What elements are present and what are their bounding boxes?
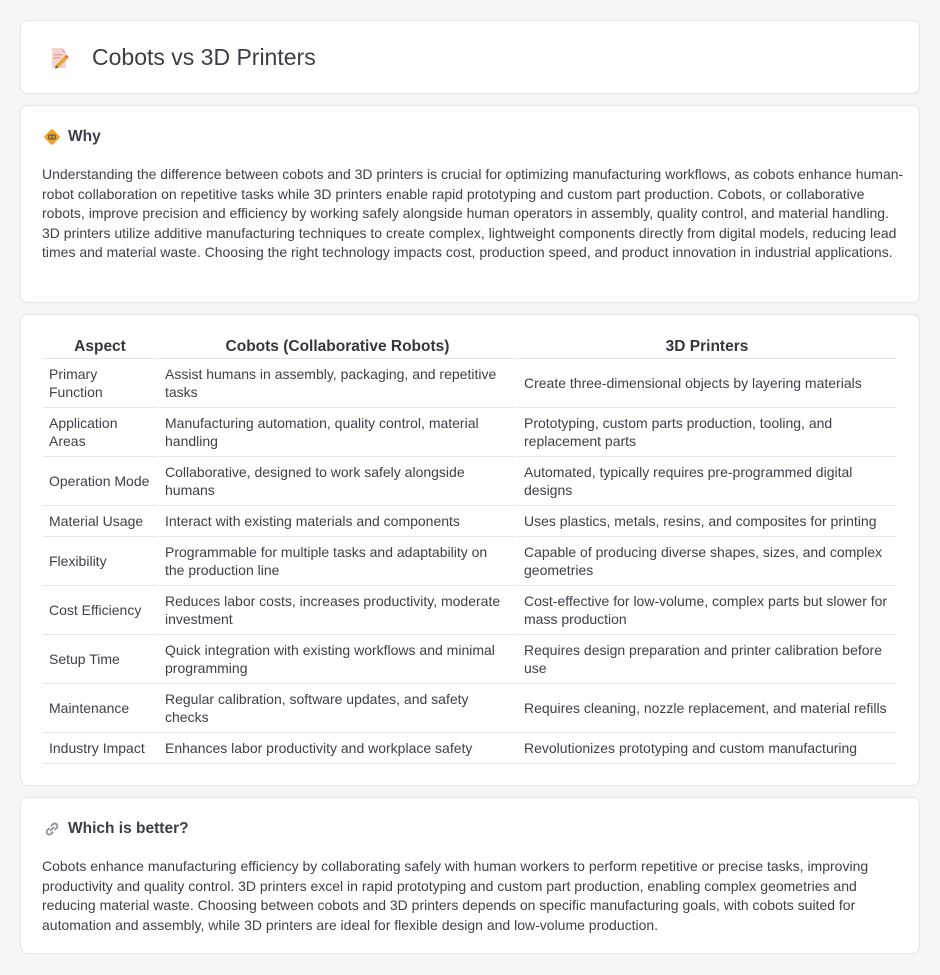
- which-better-section: [20, 797, 920, 954]
- aspect-cell: Flexibility: [43, 537, 157, 586]
- table-row: [43, 537, 896, 586]
- cobots-cell: Collaborative, designed to work safely alongside humans: [159, 457, 516, 506]
- comparison-table: [41, 337, 898, 764]
- printers-cell: Revolutionizes prototyping and custom manufacturing: [518, 733, 896, 764]
- aspect-cell: Maintenance: [43, 684, 157, 733]
- printers-cell: Uses plastics, metals, resins, and composites for printing: [518, 506, 896, 537]
- warning-sign-icon: [43, 128, 61, 146]
- cobots-cell: Assist humans in assembly, packaging, and repetitive tasks: [159, 359, 516, 408]
- table-row: [43, 635, 896, 684]
- which-heading: [43, 820, 189, 838]
- table-row: [43, 586, 896, 635]
- printers-cell: Create three-dimensional objects by layering materials: [518, 359, 896, 408]
- table-row: [43, 457, 896, 506]
- printers-cell: Requires design preparation and printer calibration before use: [518, 635, 896, 684]
- table-row: [43, 506, 896, 537]
- aspect-cell: Application Areas: [43, 408, 157, 457]
- printers-cell: Requires cleaning, nozzle replacement, and material refills: [518, 684, 896, 733]
- table-row: [43, 684, 896, 733]
- printers-cell: Automated, typically requires pre-programmed digital designs: [518, 457, 896, 506]
- aspect-cell: Material Usage: [43, 506, 157, 537]
- table-header-row: [43, 337, 896, 359]
- pencil-document-icon: [47, 46, 71, 70]
- cobots-cell: Reduces labor costs, increases productivity, moderate investment: [159, 586, 516, 635]
- why-heading: [43, 128, 101, 146]
- column-header-3d-printers: 3D Printers: [518, 337, 896, 359]
- cobots-cell: Regular calibration, software updates, and safety checks: [159, 684, 516, 733]
- comparison-section: [20, 314, 920, 786]
- printers-cell: Prototyping, custom parts production, tooling, and replacement parts: [518, 408, 896, 457]
- why-paragraph: Understanding the difference between cobots and 3D printers is crucial for optimizing manufacturing workflows, as cobots enhance human-robot collaboration on repetitive tasks while 3D printers enable rapid prototyping and custom part production. Cobots, or collaborative robots, improve precision and efficiency by working safely alongside human operators in assembly, quality control, and material handling. 3D printers utilize additive manufacturing techniques to create complex, lightweight components directly from digital models, reducing lead times and material waste. Choosing the right technology impacts cost, production speed, and product innovation in industrial applications.: [42, 166, 904, 260]
- cobots-cell: Programmable for multiple tasks and adaptability on the production line: [159, 537, 516, 586]
- cobots-cell: Enhances labor productivity and workplace safety: [159, 733, 516, 764]
- aspect-cell: Cost Efficiency: [43, 586, 157, 635]
- page-title: Cobots vs 3D Printers: [92, 44, 316, 70]
- aspect-cell: Setup Time: [43, 635, 157, 684]
- which-heading-label: Which is better?: [68, 820, 189, 837]
- table-row: [43, 408, 896, 457]
- column-header-cobots: Cobots (Collaborative Robots): [159, 337, 516, 359]
- why-section: [20, 105, 920, 303]
- aspect-cell: Industry Impact: [43, 733, 157, 764]
- aspect-cell: Operation Mode: [43, 457, 157, 506]
- cobots-cell: Interact with existing materials and components: [159, 506, 516, 537]
- aspect-cell: Primary Function: [43, 359, 157, 408]
- table-row: [43, 359, 896, 408]
- printers-cell: Capable of producing diverse shapes, sizes, and complex geometries: [518, 537, 896, 586]
- link-icon: [43, 820, 61, 838]
- cobots-cell: Quick integration with existing workflows and minimal programming: [159, 635, 516, 684]
- why-heading-label: Why: [68, 128, 101, 145]
- cobots-cell: Manufacturing automation, quality control, material handling: [159, 408, 516, 457]
- printers-cell: Cost-effective for low-volume, complex parts but slower for mass production: [518, 586, 896, 635]
- which-paragraph: Cobots enhance manufacturing efficiency by collaborating safely with human workers to perform repetitive or precise tasks, improving productivity and quality control. 3D printers excel in rapid prototyping and custom part production, enabling complex geometries and reducing material waste. Choosing between cobots and 3D printers depends on specific manufacturing goals, with cobots suited for automation and assembly, while 3D printers are ideal for flexible design and low-volume production.: [42, 858, 869, 933]
- header-card: [20, 20, 920, 94]
- table-row: [43, 733, 896, 764]
- column-header-aspect: Aspect: [43, 337, 157, 359]
